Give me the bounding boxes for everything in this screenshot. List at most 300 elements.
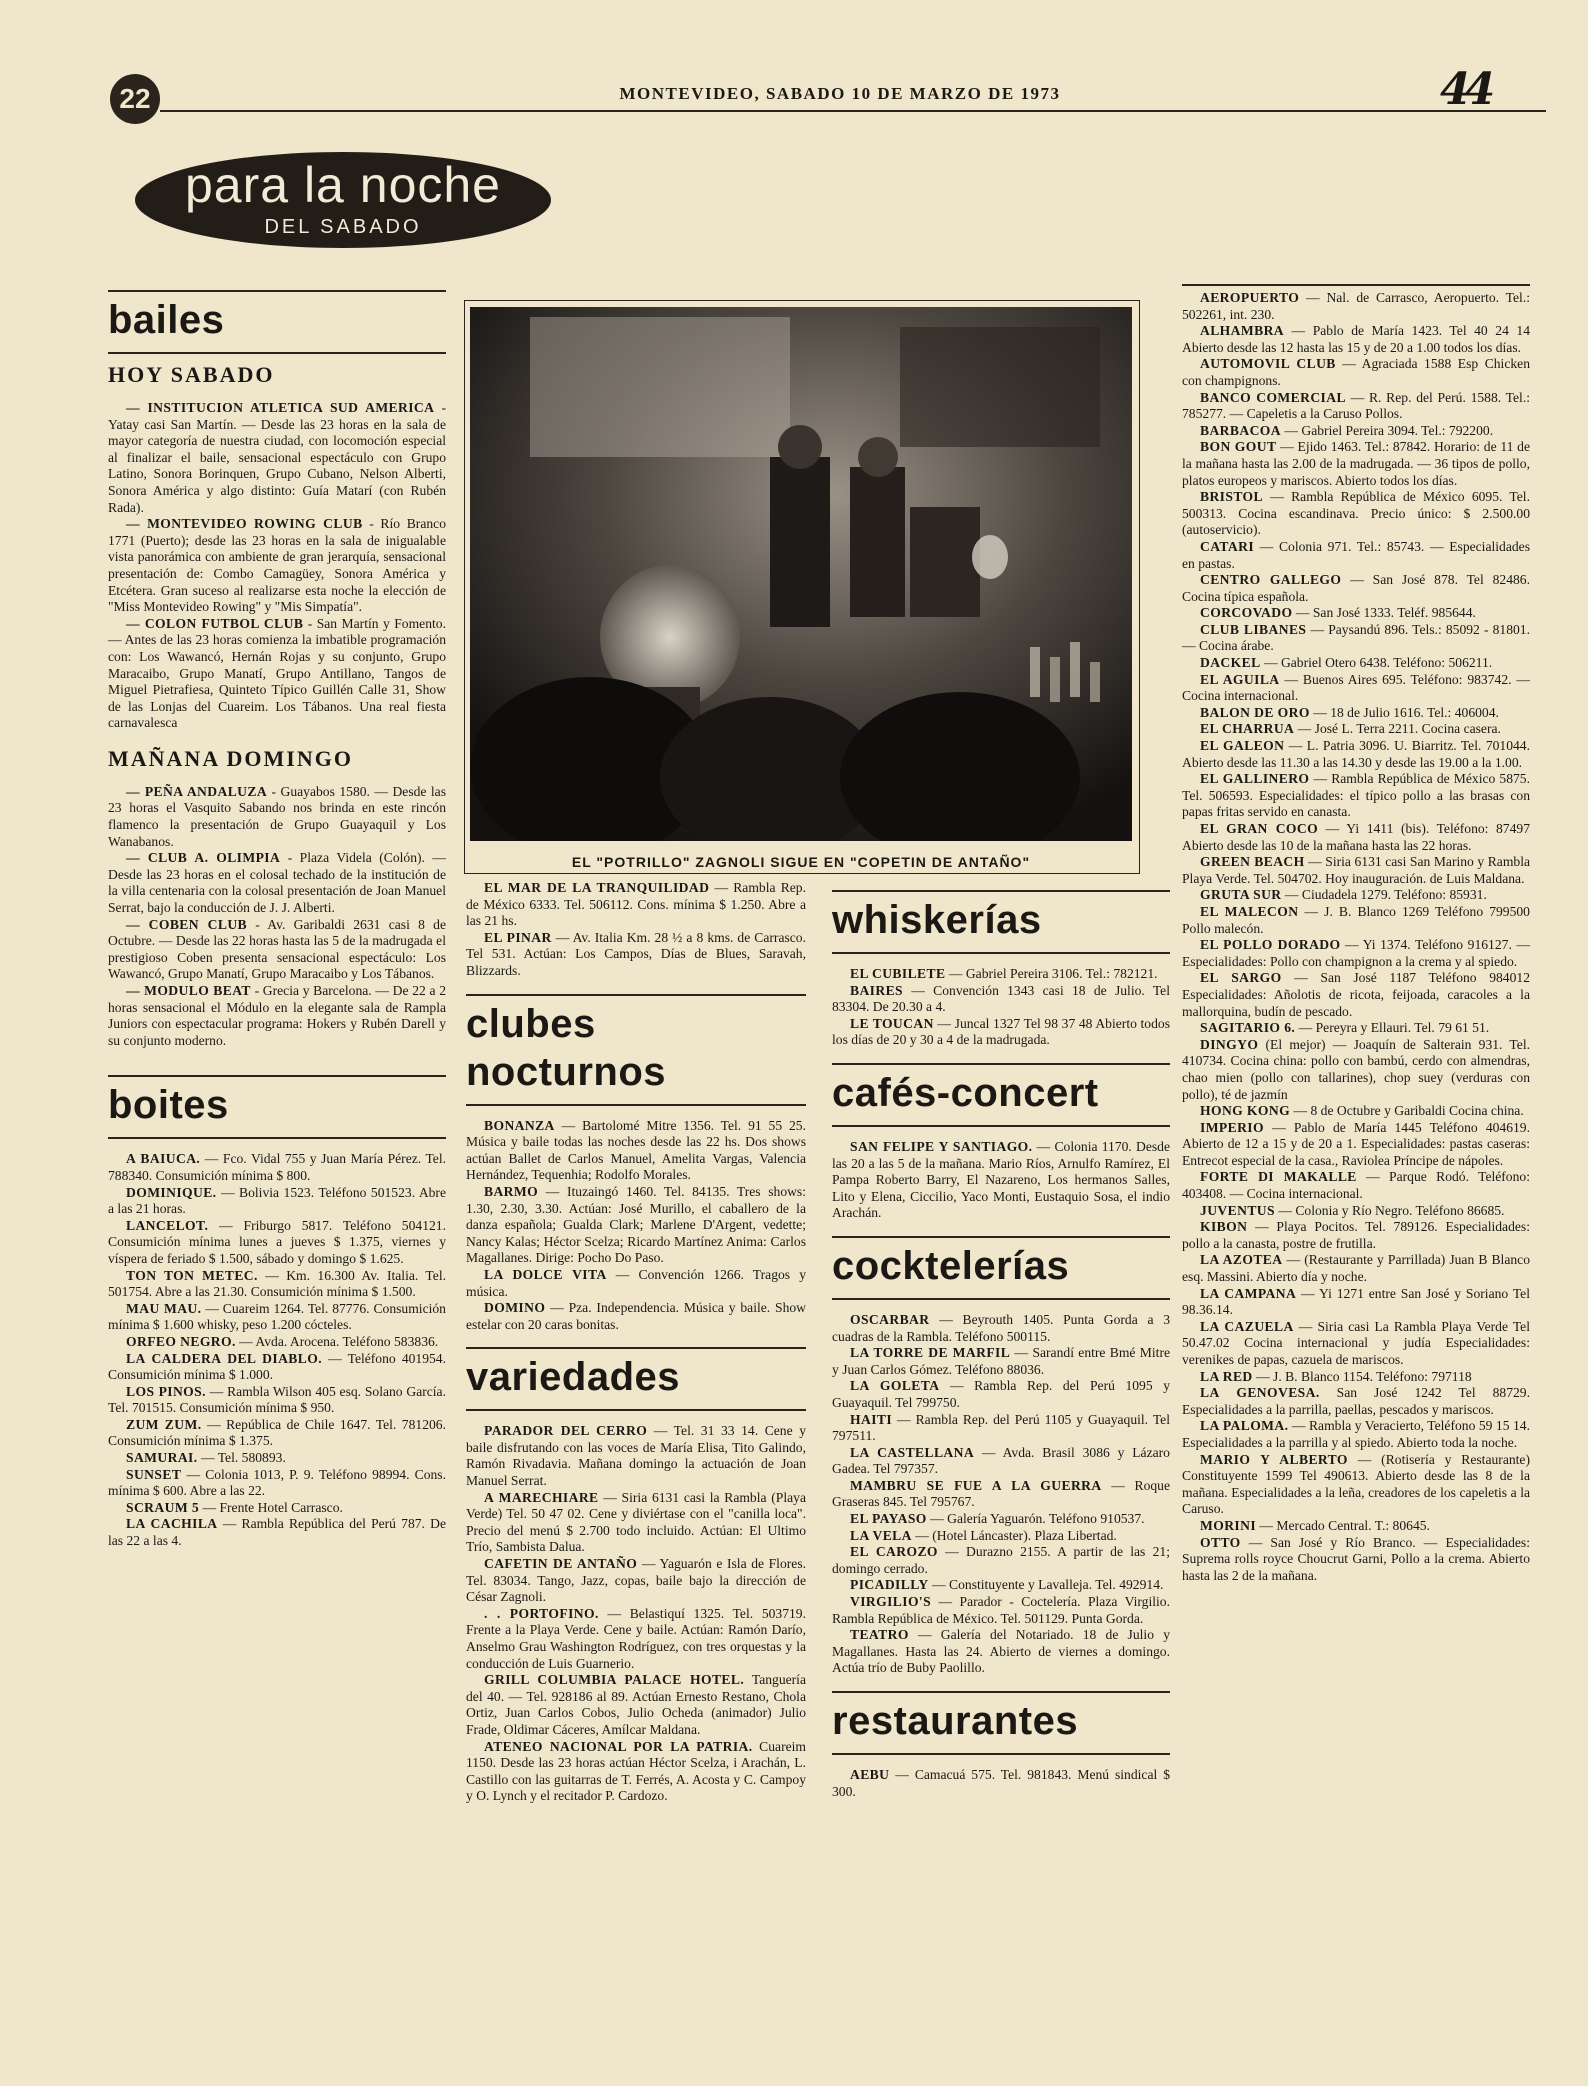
listing-details: - San Martín y Fomento. — Antes de las 23 horas comienza la imbatible programación con: Los Wawancó, Hernán Rojas y su conjunto, Grupo Maracaibo, Grupo Manatí, Grupo Antillano, Tangos de Miguel Pietrafiesa, Quinteto Típico Guillén Calle 31, Show de las Lonjas del Cuareim. Los Tábanos. Una real fiesta carnavalesca xyxy=(108,615,446,731)
listing-details: — Agraciada 1588 Esp Chicken con champignons. xyxy=(1182,356,1530,388)
listing-details: — San José 1333. Teléf. 985644. xyxy=(1292,605,1476,621)
listing-entry xyxy=(108,1185,446,1218)
listing-entry xyxy=(1182,1120,1530,1170)
listing-entry xyxy=(108,1334,446,1351)
listing-name: ZUM ZUM. xyxy=(126,1416,202,1432)
listing-entry xyxy=(832,1016,1170,1049)
listing-name: MAMBRU SE FUE A LA GUERRA xyxy=(850,1477,1102,1493)
listing-details: — Camacuá 575. Tel. 981843. Menú sindical $ 300. xyxy=(832,1767,1170,1799)
listing-details: — Avda. Arocena. Teléfono 583836. xyxy=(235,1333,439,1349)
rule xyxy=(1182,284,1530,286)
listing-details: - Guayabos 1580. — Desde las 23 horas el Vasquito Sabando nos brinda en este rincón flamenco la presentación de Grupo Guayaquil y Los Wanabanos. xyxy=(108,783,447,849)
listing-details: — (Hotel Láncaster). Plaza Libertad. xyxy=(911,1527,1117,1543)
mid-top-list xyxy=(466,880,806,980)
listing-name: LA GENOVESA. xyxy=(1200,1385,1320,1401)
listing-name: MARIO Y ALBERTO xyxy=(1200,1451,1348,1467)
listing-entry xyxy=(832,1767,1170,1800)
listing-details: — (Restaurante y Parrillada) Juan B Blanco esq. Massini. Abierto día y noche. xyxy=(1182,1252,1530,1285)
rule xyxy=(466,1104,806,1106)
listing-name: MORINI xyxy=(1200,1517,1257,1533)
listing-name: EL POLLO DORADO xyxy=(1200,937,1341,953)
listing-name: LA AZOTEA xyxy=(1200,1252,1283,1268)
listing-name: DOMINIQUE. xyxy=(126,1184,217,1200)
listing-entry xyxy=(832,983,1170,1016)
listing-entry xyxy=(1182,821,1530,854)
rule xyxy=(108,352,446,354)
banner-title: para la noche xyxy=(184,157,501,213)
listing-name: DOMINO xyxy=(484,1300,546,1316)
listing-entry xyxy=(1182,655,1530,672)
listing-name: LE TOUCAN xyxy=(850,1015,934,1031)
listing-entry xyxy=(832,1528,1170,1545)
listing-entry xyxy=(1182,1252,1530,1285)
listing-details: — República de Chile 1647. Tel. 781206. Consumición mínima $ 1.375. xyxy=(108,1416,446,1449)
listing-details: — Paysandú 896. Tels.: 85092 - 81801. — Cocina árabe. xyxy=(1182,621,1530,654)
listing-details: — L. Patria 3096. U. Biarritz. Tel. 701044. Abierto desde las 11.30 a las 14.30 y desde las 19.00 a la 1.00. xyxy=(1182,738,1530,770)
listing-entry xyxy=(1182,605,1530,622)
listing-details: — Frente Hotel Carrasco. xyxy=(199,1499,343,1515)
listing-details: — Siria casi La Rambla Playa Verde Tel 50.47.02 Cocina internacional y judía Especialidades: verenikes de papas, cazuela de mariscos. xyxy=(1182,1318,1530,1367)
listing-details: — Gabriel Pereira 3106. Tel.: 782121. xyxy=(945,966,1158,981)
listing-entry xyxy=(832,1412,1170,1445)
listing-entry xyxy=(1182,1203,1530,1220)
listing-entry xyxy=(108,516,446,616)
listing-name: BARMO xyxy=(484,1183,539,1199)
listing-name: EL MAR DE LA TRANQUILIDAD xyxy=(484,880,710,895)
listing-entry xyxy=(1182,1169,1530,1202)
listing-details: — Rambla Rep. del Perú 1095 y Guayaquil. Tel 799750. xyxy=(832,1378,1170,1410)
listing-details: — San José 878. Tel 82486. Cocina típica española. xyxy=(1182,572,1530,604)
listing-entry xyxy=(1182,721,1530,738)
listing-entry xyxy=(108,616,446,732)
restaurantes-list xyxy=(832,1767,1170,1800)
listing-entry xyxy=(108,1301,446,1334)
listing-name: SAMURAI. xyxy=(126,1450,198,1466)
listing-details: — Yi 1374. Teléfono 916127. — Especialidades: Pollo con champignon a la crema y al spiedo. xyxy=(1182,937,1530,969)
listing-name: ALHAMBRA xyxy=(1200,323,1285,339)
listing-name: LA TORRE DE MARFIL xyxy=(850,1345,1011,1361)
variedades-list xyxy=(466,1423,806,1805)
listing-name: CENTRO GALLEGO xyxy=(1200,572,1342,588)
listing-entry xyxy=(832,1627,1170,1677)
rule xyxy=(832,952,1170,954)
listing-entry xyxy=(1182,1319,1530,1369)
listing-details: — San José y Río Branco. — Especialidades: Suprema rolls royce Choucrut Garni, Pollo a la crema. Abierto hasta las 2 de la mañana. xyxy=(1182,1534,1530,1583)
listing-name: KIBON xyxy=(1200,1219,1248,1235)
listing-entry xyxy=(1182,572,1530,605)
rule xyxy=(832,1753,1170,1755)
listing-name: LA RED xyxy=(1200,1368,1253,1384)
listing-name: LA GOLETA xyxy=(850,1378,940,1394)
listing-name: EL GALEON xyxy=(1200,738,1285,754)
listing-entry xyxy=(1182,439,1530,489)
listing-entry xyxy=(466,1672,806,1738)
listing-details: — Pablo de María 1445 Teléfono 404619. Abierto de 12 a 15 y de 20 a 1. Especialidades: pastas caseras: Entrecot especial de la casa., Raviolea Príncipe de nápoles. xyxy=(1182,1119,1530,1168)
listing-details: — Parador - Coctelería. Plaza Virgilio. Rambla República de México. Tel. 501129. Punta Gorda. xyxy=(832,1594,1170,1626)
listing-entry xyxy=(1182,539,1530,572)
listing-details: — Rambla República de México 5875. Tel. 506593. Especialidades: el típico pollo a las brasas con papas fritas servido en canasta. xyxy=(1182,771,1530,820)
listing-details: — Rambla Wilson 405 esq. Solano García. Tel. 701515. Consumición mínima $ 950. xyxy=(108,1383,446,1416)
listing-details: — Ituzaingó 1460. Tel. 84135. Tres shows: 1.30, 2.30, 3.30. Actúan: José Murillo, el caballero de la danza española; Gualda Clark; Marlene D'Argent, vedette; Nancy Kalas; Héctor Scelza; Ricardo Martínez Anima: Carlos Magallanes. Dirige: Pocho Do Paso. xyxy=(466,1183,806,1266)
listing-entry xyxy=(466,1300,806,1333)
listing-entry xyxy=(832,1544,1170,1577)
listing-details: — Rambla y Veracierto, Teléfono 59 15 14. Especialidades a la parrilla y al spiedo. Abierto toda la noche. xyxy=(1182,1418,1530,1450)
section-title-variedades: variedades xyxy=(466,1355,681,1400)
listing-entry xyxy=(1182,290,1530,323)
listing-name: SAGITARIO 6. xyxy=(1200,1020,1296,1036)
listing-entry xyxy=(108,1351,446,1384)
listing-name: LA CASTELLANA xyxy=(850,1444,975,1460)
listing-name: BANCO COMERCIAL xyxy=(1200,389,1346,405)
listing-details: Tanguería del 40. — Tel. 928186 al 89. Actúan Ernesto Restano, Chola Ortiz, Juan Carlos Cobos, Julio Ocheda (animador) Julio Frade, Oldimar Cáceres, Amílcar Maldana. xyxy=(466,1672,806,1737)
listing-details: — Galería Yaguarón. Teléfono 910537. xyxy=(926,1511,1145,1527)
listing-details: — Pereyra y Ellauri. Tel. 79 61 51. xyxy=(1295,1020,1490,1036)
listing-name: MAU MAU. xyxy=(126,1300,202,1316)
listing-name: LA VELA xyxy=(850,1527,912,1543)
listing-entry xyxy=(1182,887,1530,904)
listing-name: BALON DE ORO xyxy=(1200,704,1310,720)
listing-entry xyxy=(108,1268,446,1301)
listing-name: ATENEO NACIONAL POR LA PATRIA. xyxy=(484,1738,753,1754)
day-heading-manana: MAÑANA DOMINGO xyxy=(108,745,353,771)
listing-name: EL PINAR xyxy=(484,929,552,945)
section-title-bailes: bailes xyxy=(108,298,225,342)
listing-name: PICADILLY xyxy=(850,1577,929,1593)
listing-entry xyxy=(1182,1219,1530,1252)
listing-details: — Colonia 971. Tel.: 85743. — Especialidades en pastas. xyxy=(1182,538,1530,571)
listing-entry xyxy=(832,1312,1170,1345)
band-photo xyxy=(470,307,1132,841)
cafes-list xyxy=(832,1139,1170,1222)
listing-details: — Km. 16.300 Av. Italia. Tel. 501754. Abre a las 21.30. Consumición mínima $ 1.500. xyxy=(108,1267,446,1300)
listing-details: — Buenos Aires 695. Teléfono: 983742. — Cocina internacional. xyxy=(1182,671,1531,704)
listing-entry xyxy=(1182,854,1530,887)
listing-name: AUTOMOVIL CLUB xyxy=(1200,356,1336,372)
listing-name: EL GRAN COCO xyxy=(1200,821,1319,836)
listing-name: A MARECHIARE xyxy=(484,1489,599,1505)
listing-name: — COBEN CLUB xyxy=(126,916,248,932)
listing-details: — Galería del Notariado. 18 de Julio y Magallanes. Hasta las 24. Abierto de viernes a domingo. Actúa trío de Buby Paolillo. xyxy=(832,1627,1170,1676)
rule xyxy=(832,1125,1170,1127)
listing-entry xyxy=(1182,323,1530,356)
listing-entry xyxy=(466,1423,806,1489)
section-banner xyxy=(135,152,551,248)
listing-entry xyxy=(832,1594,1170,1627)
listing-details: — Ejido 1463. Tel.: 87842. Horario: de 11 de la mañana hasta las 2.00 de la madrugada. — 36 tipos de pollo, platos europeos y mariscos. Abierto todos los días. xyxy=(1182,439,1530,488)
listing-name: DACKEL xyxy=(1200,655,1261,671)
bailes-manana-list xyxy=(108,784,446,1050)
listing-details: — Colonia 1170. Desde las 20 a las 5 de la mañana. Mario Ríos, Arnulfo Ramírez, El Pampa Roberto Barry, El Nazareno, Los hermanos Salles, Lito y Elena, Ciccilio, Yaco Monti, Eustaquio Sosa, el indio Arachán. xyxy=(832,1138,1170,1221)
listing-entry xyxy=(108,917,446,983)
listing-name: FORTE DI MAKALLE xyxy=(1200,1169,1357,1185)
page-number: 22 xyxy=(110,74,160,124)
listing-name: CAFETIN DE ANTAÑO xyxy=(484,1556,638,1572)
day-heading-hoy: HOY SABADO xyxy=(108,362,275,387)
listing-entry xyxy=(1182,1518,1530,1535)
listing-details: — Pablo de María 1423. Tel 40 24 14 Abierto desde las 12 hasta las 15 y de 20 a 1.00 todos los días. xyxy=(1182,323,1530,355)
listing-name: — CLUB A. OLIMPIA xyxy=(126,850,281,866)
listing-details: — Rambla República del Perú 787. De las 22 a las 4. xyxy=(108,1516,446,1549)
listing-details: — Mercado Central. T.: 80645. xyxy=(1256,1517,1430,1533)
listing-entry xyxy=(1182,622,1530,655)
listing-name: LA CACHILA xyxy=(126,1516,218,1532)
listing-entry xyxy=(832,1577,1170,1594)
listing-entry xyxy=(832,1478,1170,1511)
listing-entry xyxy=(108,850,446,916)
listing-name: GREEN BEACH xyxy=(1200,854,1305,870)
listing-entry xyxy=(832,1511,1170,1528)
listing-name: SCRAUM 5 xyxy=(126,1499,200,1515)
listing-name: EL CAROZO xyxy=(850,1544,938,1560)
listing-entry xyxy=(108,1450,446,1467)
listing-name: HAITI xyxy=(850,1411,893,1427)
section-title-boites: boites xyxy=(108,1083,229,1128)
dateline: MONTEVIDEO, SABADO 10 DE MARZO DE 1973 xyxy=(619,84,1061,103)
listing-details: — Av. Italia Km. 28 ½ a 8 kms. de Carrasco. Tel 531. Actúan: Los Campos, Días de Blues, Saravah, Blizzards. xyxy=(466,929,806,978)
listing-details: — Tel. 580893. xyxy=(197,1450,286,1466)
listing-name: CATARI xyxy=(1200,538,1255,554)
masthead-logo: 44 xyxy=(1440,64,1490,115)
listing-details: — Rambla Rep. de México 6333. Tel. 506112. Cons. mínima $ 1.250. Abre a las 21 hs. xyxy=(466,880,806,929)
listing-name: PARADOR DEL CERRO xyxy=(484,1423,648,1439)
listing-details: - Río Branco 1771 (Puerto); desde las 23 horas en la sala de inigualable vista panorámica con ambiente de gran jerarquía, sensacional presentación de: Combo Camagüey, Sonora América y Etcétera. Gran suceso al realizarse esta noche la elección de "Miss Montevideo Rowing" y "Mis Simpatía". xyxy=(108,516,446,615)
listing-name: LANCELOT. xyxy=(126,1217,209,1233)
listing-details: — J. B. Blanco 1154. Teléfono: 797118 xyxy=(1252,1368,1472,1384)
listing-entry xyxy=(1182,356,1530,389)
listing-name: SUNSET xyxy=(126,1466,182,1482)
listing-entry xyxy=(1182,390,1530,423)
listing-name: DINGYO xyxy=(1200,1036,1259,1052)
listing-details: — Parque Rodó. Teléfono: 403408. — Cocina internacional. xyxy=(1182,1169,1530,1202)
listing-details: — Yi 1411 (bis). Teléfono: 87497 Abierto desde las 10 de la mañana hasta las 22 horas. xyxy=(1182,821,1530,853)
listing-entry xyxy=(466,1739,806,1805)
listing-entry xyxy=(1182,1385,1530,1418)
listing-entry xyxy=(466,880,806,930)
listing-entry xyxy=(832,1139,1170,1222)
listing-entry xyxy=(1182,705,1530,722)
band-photo-image xyxy=(470,307,1132,841)
listing-entry xyxy=(466,1118,806,1184)
listing-name: ORFEO NEGRO. xyxy=(126,1333,236,1349)
listing-name: . . PORTOFINO. xyxy=(484,1605,599,1621)
listing-details: - Av. Garibaldi 2631 casi 8 de Octubre. — Desde las 22 horas hasta las 5 de la madrugada el prestigioso Coben presenta sensacional espectáculo: Los Wawancó, Grupo Manatí, Grupo Maracaibo y Los Tábanos. xyxy=(108,916,446,982)
listing-entry xyxy=(1182,489,1530,539)
rule xyxy=(466,1409,806,1411)
rule xyxy=(108,1137,446,1139)
listing-name: AEROPUERTO xyxy=(1200,290,1300,305)
listing-entry xyxy=(108,1218,446,1268)
listing-entry xyxy=(1182,1037,1530,1103)
listing-details: - Grecia y Barcelona. — De 22 a 2 horas sensacional el Módulo en la elegante sala de Rampla Juniors con espectacular programa: Hokers y Rubén Darell y su conjunto moderno. xyxy=(108,983,447,1048)
listing-entry xyxy=(108,983,446,1049)
listing-name: BRISTOL xyxy=(1200,489,1263,505)
section-title-cafes: cafés-concert xyxy=(832,1070,1099,1115)
listing-entry xyxy=(1182,1418,1530,1451)
listing-entry xyxy=(1182,970,1530,1020)
listing-entry xyxy=(1182,904,1530,937)
listing-details: — Convención 1343 casi 18 de Julio. Tel 83304. De 20.30 a 4. xyxy=(832,982,1170,1015)
listing-entry xyxy=(108,1516,446,1549)
listing-details: — Sarandí entre Bmé Mitre y Juan Carlos Gómez. Teléfono 88036. xyxy=(832,1345,1170,1377)
listing-name: — MONTEVIDEO ROWING CLUB xyxy=(126,516,363,532)
photo-caption: EL "POTRILLO" ZAGNOLI SIGUE EN "COPETIN DE ANTAÑO" xyxy=(571,854,1031,870)
listing-details: — Roque Graseras 845. Tel 795767. xyxy=(832,1477,1170,1510)
listing-entry xyxy=(466,1490,806,1556)
listing-name: EL SARGO xyxy=(1200,970,1282,986)
listing-details: — Bolivia 1523. Teléfono 501523. Abre a las 21 horas. xyxy=(108,1184,446,1217)
listing-name: LA CAMPANA xyxy=(1200,1285,1297,1301)
listing-details: — R. Rep. del Perú. 1588. Tel.: 785277. — Capeletis a la Caruso Pollos. xyxy=(1182,389,1530,422)
listing-details: — Yaguarón e Isla de Flores. Tel. 83034. Tango, Jazz, copas, baile bajo la dirección de César Zagnoli. xyxy=(466,1556,807,1605)
listing-entry xyxy=(1182,1369,1530,1386)
listing-name: — MODULO BEAT xyxy=(126,983,251,998)
listing-name: CLUB LIBANES xyxy=(1200,621,1307,637)
listing-details: (El mejor) — Joaquín de Salterain 931. Tel. 410734. Cocina china: pollo con bambú, cerdo con almendras, chao mien (pollo con tallarines), chop suey (verduras con pollo), té de jazmín xyxy=(1182,1036,1530,1102)
banner-subtitle: DEL SABADO xyxy=(264,216,422,238)
listing-entry xyxy=(1182,771,1530,821)
listing-details: — 8 de Octubre y Garibaldi Cocina china. xyxy=(1290,1103,1524,1119)
listing-entry xyxy=(1182,937,1530,970)
listing-name: IMPERIO xyxy=(1200,1119,1264,1135)
bailes-hoy-list xyxy=(108,400,446,732)
listing-entry xyxy=(1182,1452,1530,1518)
listing-name: AEBU xyxy=(850,1767,890,1782)
listing-details: — Teléfono 401954. Consumición mínima $ 1.000. xyxy=(108,1350,447,1383)
listing-details: — Beyrouth 1405. Punta Gorda a 3 cuadras de la Rambla. Teléfono 500115. xyxy=(832,1311,1170,1344)
listing-name: BONANZA xyxy=(484,1117,555,1133)
listing-entry xyxy=(466,1184,806,1267)
listing-entry xyxy=(466,1267,806,1300)
listing-entry xyxy=(832,1445,1170,1478)
listing-entry xyxy=(832,1345,1170,1378)
listing-name: LA CAZUELA xyxy=(1200,1318,1294,1334)
listing-details: — Colonia y Río Negro. Teléfono 86685. xyxy=(1274,1202,1505,1218)
clubes-list xyxy=(466,1118,806,1334)
listing-entry xyxy=(1182,1103,1530,1120)
listing-details: — Siria 6131 casi la Rambla (Playa Verde) Tel. 50 47 02. Cene y diviértase con el "canilla loca". Precio del menú $ 2.700 todo incluido. Actúan: El Ultimo Trío, Sambista Dalua. xyxy=(466,1489,806,1555)
listing-name: EL CHARRUA xyxy=(1200,721,1295,737)
listing-details: — Tel. 31 33 14. Cene y baile disfrutando con las voces de María Elisa, Tito Galindo, Ramón Rivadavia. Mañana domingo la actuación de Joan Manuel Serrat. xyxy=(466,1423,806,1489)
listing-details: — Pza. Independencia. Música y baile. Show estelar con 20 caras bonitas. xyxy=(466,1300,806,1332)
listing-details: — San José 1187 Teléfono 984012 Especialidades: Añolotis de ricota, feijoada, caracoles a la mallorquina, budín de pescado. xyxy=(1182,970,1530,1019)
listing-name: OSCARBAR xyxy=(850,1311,930,1327)
listing-name: — PEÑA ANDALUZA xyxy=(126,783,268,799)
listing-entry xyxy=(108,400,446,516)
listing-name: — INSTITUCION ATLETICA SUD AMERICA xyxy=(126,400,435,415)
boites-list xyxy=(108,1151,446,1549)
listing-entry xyxy=(832,1378,1170,1411)
listing-details: San José 1242 Tel 88729. Especialidades a la parrilla, paellas, pescados y mariscos. xyxy=(1182,1385,1530,1417)
listing-details: — Fco. Vidal 755 y Juan María Pérez. Tel. 788340. Consumición mínima $ 800. xyxy=(108,1151,447,1183)
listing-details: — Durazno 2155. A partir de las 21; domingo cerrado. xyxy=(832,1544,1170,1576)
listing-entry xyxy=(108,1151,446,1184)
listing-details: — Convención 1266. Tragos y música. xyxy=(466,1266,806,1299)
listing-name: A BAIUCA. xyxy=(126,1151,201,1167)
listing-details: - Plaza Videla (Colón). — Desde las 23 horas en el colosal techado de la institución de la villa centenaria con la colosal presentación de Joan Manuel Serrat, bajo la conducción de J. J. Alberti. xyxy=(108,850,446,916)
listing-name: SAN FELIPE Y SANTIAGO. xyxy=(850,1138,1033,1154)
listing-name: BARBACOA xyxy=(1200,422,1281,438)
listing-entry xyxy=(1182,672,1530,705)
listing-name: TEATRO xyxy=(850,1627,909,1643)
section-title-cocktelerias: cocktelerías xyxy=(832,1243,1070,1288)
section-title-whiskerias: whiskerías xyxy=(832,898,1042,942)
listing-name: EL AGUILA xyxy=(1200,671,1280,687)
listing-details: — Colonia 1013, P. 9. Teléfono 98994. Cons. mínima $ 600. Abre a las 22. xyxy=(108,1466,446,1499)
listing-details: — 18 de Julio 1616. Tel.: 406004. xyxy=(1309,704,1499,720)
listing-details: — Gabriel Pereira 3094. Tel.: 792200. xyxy=(1281,422,1494,438)
listing-name: GRUTA SUR xyxy=(1200,887,1282,903)
listing-name: LA DOLCE VITA xyxy=(484,1266,607,1282)
right-column xyxy=(1182,284,1530,1584)
middle-column xyxy=(466,880,806,1805)
listing-entry xyxy=(832,966,1170,983)
listing-details: — Avda. Brasil 3086 y Lázaro Gadea. Tel 797357. xyxy=(832,1444,1170,1477)
listing-entry xyxy=(466,930,806,980)
listing-details: — Constituyente y Lavalleja. Tel. 492914. xyxy=(928,1577,1164,1593)
listing-details: — José L. Terra 2211. Cocina casera. xyxy=(1294,721,1501,737)
listing-entry xyxy=(1182,1020,1530,1037)
whiskerias-list xyxy=(832,966,1170,1049)
left-column xyxy=(108,290,446,1550)
listing-entry xyxy=(466,1556,806,1606)
listing-entry xyxy=(1182,1286,1530,1319)
listing-name: JUVENTUS xyxy=(1200,1202,1275,1218)
listing-details: - Yatay casi San Martín. — Desde las 23 horas en la sala de mayor categoría de nuestra ciudad, con locomoción especial al finalizar el baile, sensacional espectáculo con Grupo Latino, Sonora Borinquen, Grupo Cubano, Nelson Alberti, Sonora América y algo distinto: Guía Matarí (con Rubén Rada). xyxy=(108,400,446,515)
listing-name: HONG KONG xyxy=(1200,1103,1291,1119)
listing-name: EL GALLINERO xyxy=(1200,771,1310,787)
listing-entry xyxy=(1182,423,1530,440)
section-title-restaurantes: restaurantes xyxy=(832,1699,1079,1743)
listing-name: GRILL COLUMBIA PALACE HOTEL. xyxy=(484,1672,745,1688)
listing-name: BAIRES xyxy=(850,982,904,998)
listing-details: — Rambla Rep. del Perú 1105 y Guayaquil. Tel 797511. xyxy=(832,1411,1170,1444)
listing-details: — Bartolomé Mitre 1356. Tel. 91 55 25. Música y baile todas las noches desde las 22 hs. Dos shows actúan Ballet de Carlos Manuel, Amelita Vargas, Valencia Hernández, Tequenhia; Rodolfo Morales. xyxy=(466,1117,806,1183)
restaurantes-cont-list xyxy=(1182,290,1530,1584)
listing-name: BON GOUT xyxy=(1200,439,1277,455)
listing-name: VIRGILIO'S xyxy=(850,1594,932,1610)
listing-name: LA PALOMA. xyxy=(1200,1418,1289,1434)
listing-details: — (Rotisería y Restaurante) Constituyente 1599 Tel 490613. Abierto desde las 8 de la mañana. Especialidades a la leña, creadores de los capeletis a la Caruso. xyxy=(1182,1451,1530,1517)
listing-details: — Ciudadela 1279. Teléfono: 85931. xyxy=(1281,887,1487,903)
listing-details: Cuareim 1150. Desde las 23 horas actúan Héctor Scelza, i Arachán, L. Castillo con las guitarras de T. Ferrés, A. Acosta y C. Campoy y O. Lynch y el recitador P. Cardozo. xyxy=(466,1738,806,1804)
listing-name: EL PAYASO xyxy=(850,1511,927,1527)
listing-details: — Siria 6131 casi San Marino y Rambla Playa Verde. Tel. 504702. Hoy inauguración. de Luis Maldana. xyxy=(1182,854,1530,886)
listing-entry xyxy=(108,1417,446,1450)
listing-entry xyxy=(108,784,446,850)
listing-name: TON TON METEC. xyxy=(126,1267,258,1283)
listing-name: CORCOVADO xyxy=(1200,605,1293,621)
listing-details: — Juncal 1327 Tel 98 37 48 Abierto todos los días de 20 y 30 a 4 de la madrugada. xyxy=(832,1015,1170,1048)
listing-details: — Playa Pocitos. Tel. 789126. Especialidades: pollo a la canasta, postre de frutilla. xyxy=(1182,1219,1530,1251)
listing-entry xyxy=(1182,1535,1530,1585)
listing-details: — Nal. de Carrasco, Aeropuerto. Tel.: 502261, int. 230. xyxy=(1182,290,1530,322)
listing-name: — COLON FUTBOL CLUB xyxy=(126,615,304,631)
cocktelerias-list xyxy=(832,1312,1170,1677)
listing-entry xyxy=(108,1500,446,1517)
section-title-clubes: clubes nocturnos xyxy=(466,1001,667,1094)
listing-details: — Belastiquí 1325. Tel. 503719. Frente a la Playa Verde. Cene y baile. Actúan: Ramón Darío, Anselmo Grau Washington Rodríguez, con tres orquestas y la conducción de Luis Guarnerio. xyxy=(466,1605,806,1671)
rule xyxy=(832,1298,1170,1300)
listing-details: — Yi 1271 entre San José y Soriano Tel 98.36.14. xyxy=(1182,1285,1530,1318)
listing-name: OTTO xyxy=(1200,1534,1241,1550)
middle-right-column xyxy=(832,890,1170,1800)
listing-entry xyxy=(1182,738,1530,771)
listing-details: — Gabriel Otero 6438. Teléfono: 506211. xyxy=(1260,655,1493,671)
listing-details: — J. B. Blanco 1269 Teléfono 799500 Pollo malecón. xyxy=(1182,903,1530,936)
listing-details: — Friburgo 5817. Teléfono 504121. Consumición mínima lunes a jueves $ 1.375, viernes y víspera de feriado $ 1.500, sábado y domingo $ 1.625. xyxy=(108,1217,446,1266)
listing-entry xyxy=(108,1384,446,1417)
listing-entry xyxy=(108,1467,446,1500)
